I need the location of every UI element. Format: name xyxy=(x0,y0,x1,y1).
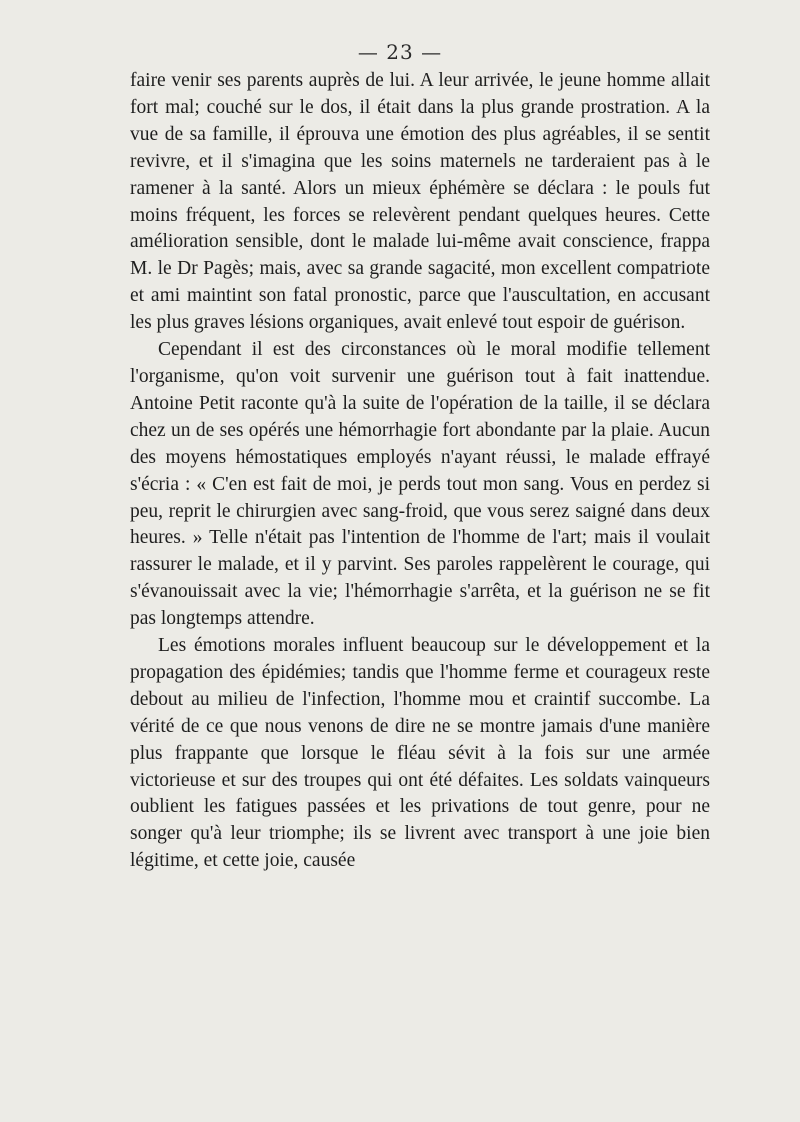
paragraph-3: Les émotions morales influent beaucoup sur le développement et la propagation des épidémies; tandis que l'homme ferme et courageux reste debout au milieu de l'infection, l'homme mou et craintif succombe. La vérité de ce que nous venons de dire ne se montre jamais d'une manière plus frappante que lorsque le fléau sévit à la fois sur une armée victorieuse et sur des troupes qui ont été défaites. Les soldats vainqueurs oublient les fatigues passées et les privations de tout genre, pour ne songer qu'à leur triomphe; ils se livrent avec transport à une joie bien légitime, et cette joie, causée xyxy=(130,635,710,872)
paragraph-1: faire venir ses parents auprès de lui. A leur arrivée, le jeune homme allait fort mal; couché sur le dos, il était dans la plus grande prostration. A la vue de sa famille, il éprouva une émotion des plus agréables, il se sentit revivre, et il s'imagina que les soins maternels ne tarderaient pas à le ramener à la santé. Alors un mieux éphémère se déclara : le pouls fut moins fréquent, les forces se relevèrent pendant quelques heures. Cette amélioration sensible, dont le malade lui-même avait conscience, frappa M. le Dr Pagès; mais, avec sa grande sagacité, mon excellent compatriote et ami maintint son fatal pronostic, parce que l'auscultation, en accusant les plus graves lésions organiques, avait enlevé tout espoir de guérison. xyxy=(130,70,710,334)
paragraph-2: Cependant il est des circonstances où le moral modifie tellement l'organisme, qu'on voit survenir une guérison tout à fait inattendue. Antoine Petit raconte qu'à la suite de l'opération de la taille, il se déclara chez un de ses opérés une hémorrhagie fort abondante par la plaie. Aucun des moyens hémostatiques employés n'ayant réussi, le malade effrayé s'écria : « C'en est fait de moi, je perds tout mon sang. Vous en perdez si peu, reprit le chirurgien avec sang-froid, que vous serez saigné dans deux heures. » Telle n'était pas l'intention de l'homme de l'art; mais il voulait rassurer le malade, et il y parvint. Ses paroles rappelèrent le courage, qui s'évanouissait avec la vie; l'hémorrhagie s'arrêta, et la guérison ne se fit pas longtemps attendre. xyxy=(130,339,710,630)
body-text xyxy=(130,68,710,875)
page-number: — 23 — xyxy=(357,40,443,64)
